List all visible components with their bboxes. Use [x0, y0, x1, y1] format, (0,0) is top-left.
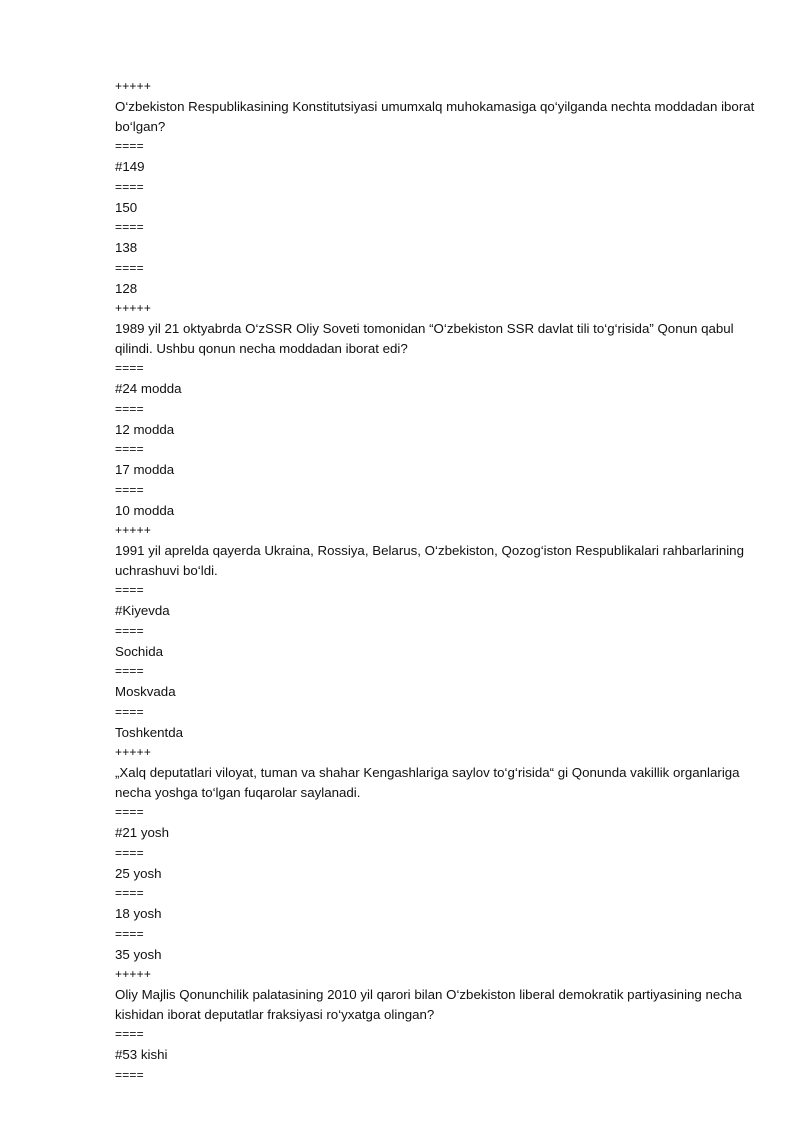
separator-line: ==== — [115, 139, 144, 153]
separator-line: +++++ — [115, 967, 152, 981]
answer-option: #21 yosh — [115, 825, 169, 840]
answer-option: #149 — [115, 159, 145, 174]
separator-line: +++++ — [115, 301, 152, 315]
separator-line: ==== — [115, 260, 144, 275]
separator-line: ==== — [115, 664, 144, 678]
answer-option: #Kiyevda — [115, 603, 170, 618]
separator-line: ==== — [115, 1067, 144, 1082]
separator-line: ==== — [115, 442, 144, 456]
separator-line: ==== — [115, 926, 144, 941]
answer-option: 35 yosh — [115, 946, 162, 962]
separator-line: +++++ — [115, 523, 152, 537]
answer-option: 150 — [115, 199, 138, 215]
separator-line: +++++ — [115, 745, 152, 759]
document-page — [115, 76, 759, 1086]
question-text: „Xalq deputatlari viloyat, tuman va shahar Kengashlariga saylov to‘g‘risida“ gi Qonunda vakillik organlariga necha yoshga to‘lgan fuqarolar saylanadi. — [115, 765, 744, 800]
separator-line: ==== — [115, 704, 144, 719]
question-text: Oliy Majlis Qonunchilik palatasining 2010 yil qarori bilan O‘zbekiston liberal demokratik partiyasining necha kishidan iborat deputatlar fraksiyasi ro‘yxatga olingan? — [115, 987, 746, 1022]
separator-line: ==== — [115, 361, 144, 375]
answer-option: 128 — [115, 280, 138, 296]
question-text: O‘zbekiston Respublikasining Konstitutsiyasi umumxalq muhokamasiga qo‘yilganda nechta moddadan iborat bo‘lgan? — [115, 99, 759, 134]
answer-option: Moskvada — [115, 684, 176, 699]
answer-option: 25 yosh — [115, 865, 162, 881]
separator-line: ==== — [115, 1027, 144, 1041]
separator-line: ==== — [115, 623, 144, 638]
answer-option: 18 yosh — [115, 906, 162, 921]
question-text: 1989 yil 21 oktyabrda O‘zSSR Oliy Soveti tomonidan “O‘zbekiston SSR davlat tili to‘g‘risida” Qonun qabul qilindi. Ushbu qonun necha moddadan iborat edi? — [115, 321, 738, 356]
answer-option: 12 modda — [115, 421, 175, 437]
separator-line: ==== — [115, 583, 144, 597]
separator-line: ==== — [115, 179, 144, 194]
answer-option: #53 kishi — [115, 1047, 168, 1062]
separator-line: ==== — [115, 886, 144, 900]
answer-option: Toshkentda — [115, 724, 184, 740]
separator-line: ==== — [115, 401, 144, 416]
answer-option: #24 modda — [115, 381, 182, 396]
separator-line: ==== — [115, 845, 144, 860]
separator-line: +++++ — [115, 79, 152, 93]
answer-option: 17 modda — [115, 462, 175, 477]
separator-line: ==== — [115, 220, 144, 234]
answer-option: Sochida — [115, 643, 164, 659]
separator-line: ==== — [115, 482, 144, 497]
answer-option: 138 — [115, 240, 138, 255]
question-text: 1991 yil aprelda qayerda Ukraina, Rossiya, Belarus, O‘zbekiston, Qozog‘iston Respublikalari rahbarlarining uchrashuvi bo‘ldi. — [115, 543, 748, 578]
separator-line: ==== — [115, 805, 144, 819]
answer-option: 10 modda — [115, 502, 175, 518]
